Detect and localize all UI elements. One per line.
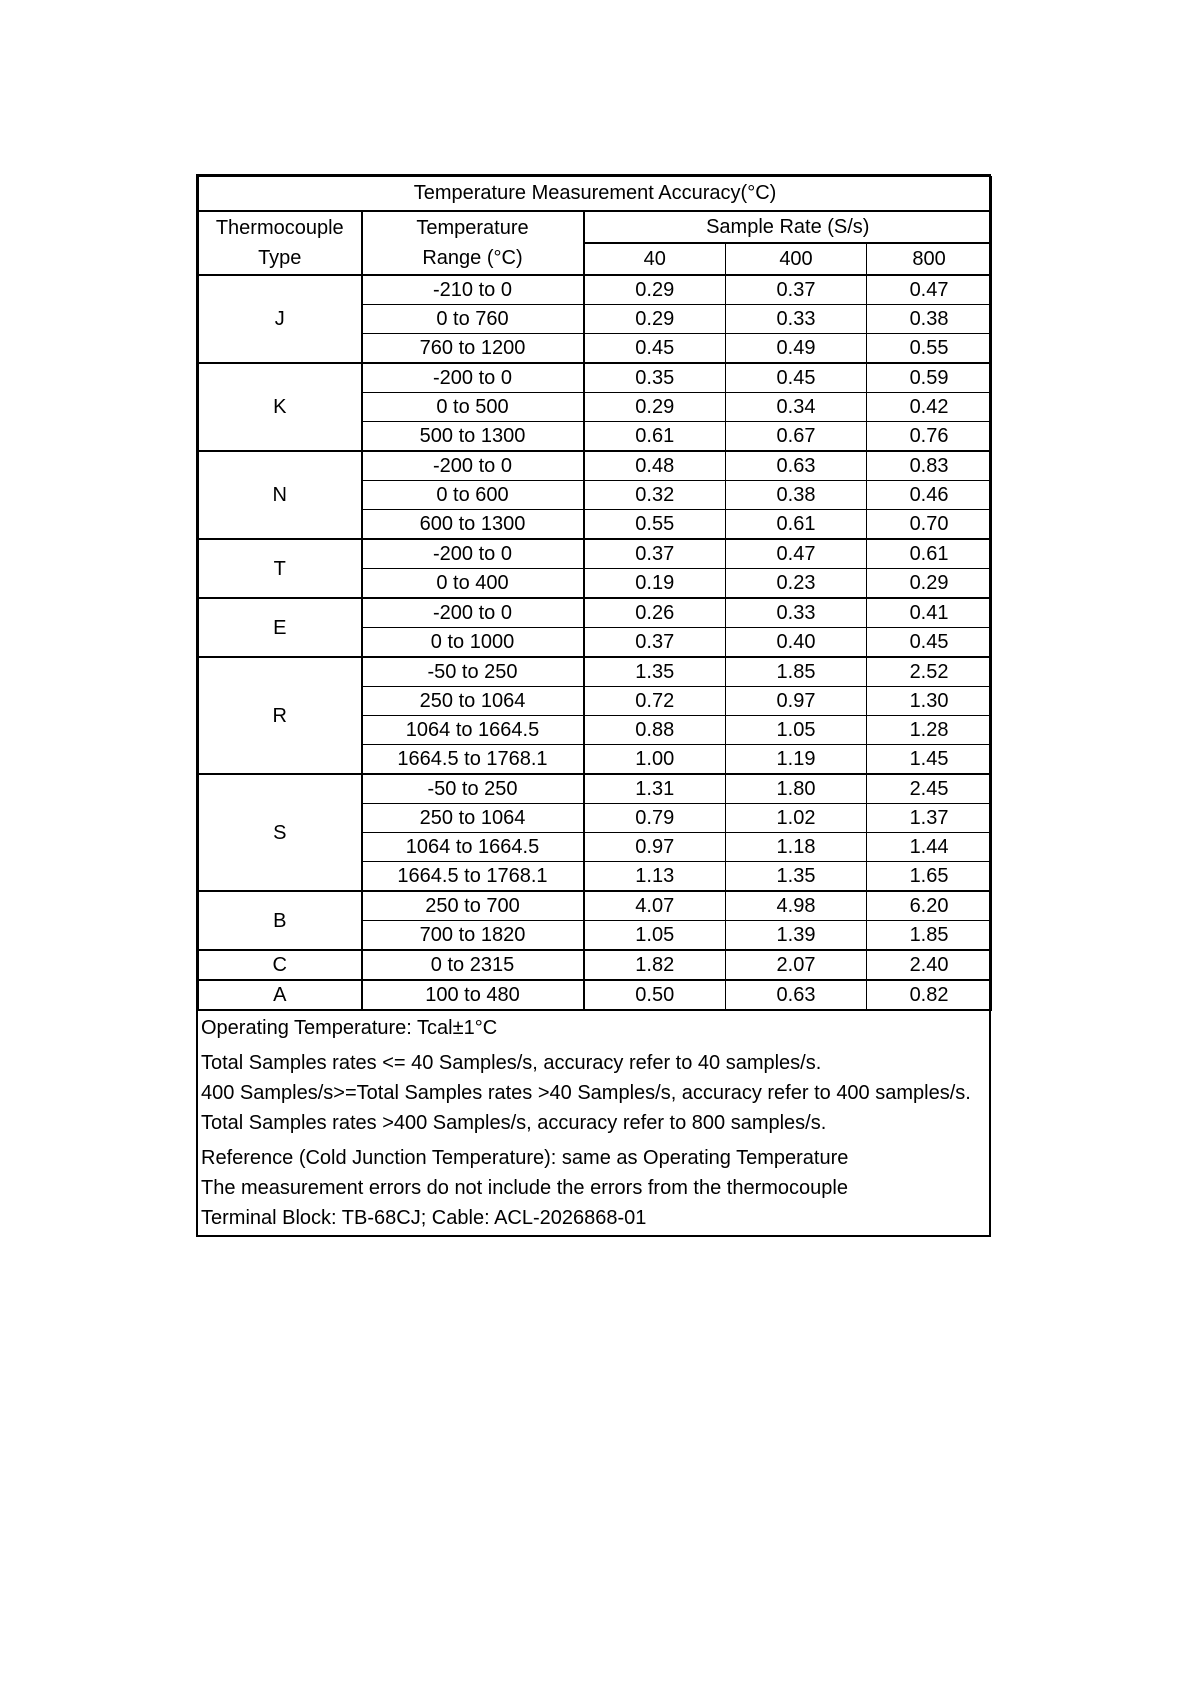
table-row bbox=[199, 950, 992, 980]
accuracy-value-cell: 1.18 bbox=[726, 833, 867, 862]
accuracy-value-cell: 0.48 bbox=[584, 451, 726, 481]
note-reference: Reference (Cold Junction Temperature): same as Operating Temperature bbox=[201, 1147, 849, 1169]
accuracy-value-cell: 1.13 bbox=[584, 862, 726, 892]
accuracy-value-cell: 1.00 bbox=[584, 745, 726, 775]
accuracy-value-cell: 0.67 bbox=[726, 422, 867, 452]
accuracy-value-cell: 0.23 bbox=[726, 569, 867, 599]
table-row bbox=[199, 774, 992, 804]
accuracy-value-cell: 0.46 bbox=[867, 481, 992, 510]
table-row bbox=[199, 539, 992, 569]
accuracy-value-cell: 1.35 bbox=[726, 862, 867, 892]
temperature-range-cell: 1664.5 to 1768.1 bbox=[362, 745, 584, 775]
accuracy-value-cell: 1.31 bbox=[584, 774, 726, 804]
thermocouple-type-cell: N bbox=[199, 451, 362, 539]
accuracy-value-cell: 0.61 bbox=[726, 510, 867, 540]
header-rate-400: 400 bbox=[726, 243, 867, 275]
accuracy-value-cell: 1.30 bbox=[867, 687, 992, 716]
accuracy-value-cell: 0.34 bbox=[726, 393, 867, 422]
accuracy-value-cell: 2.40 bbox=[867, 950, 992, 980]
temperature-range-cell: 100 to 480 bbox=[362, 980, 584, 1010]
accuracy-value-cell: 1.35 bbox=[584, 657, 726, 687]
accuracy-value-cell: 0.29 bbox=[584, 305, 726, 334]
accuracy-value-cell: 4.98 bbox=[726, 891, 867, 921]
accuracy-value-cell: 0.47 bbox=[726, 539, 867, 569]
temperature-range-cell: 0 to 760 bbox=[362, 305, 584, 334]
accuracy-value-cell: 0.72 bbox=[584, 687, 726, 716]
accuracy-value-cell: 0.97 bbox=[726, 687, 867, 716]
temperature-range-cell: 760 to 1200 bbox=[362, 334, 584, 364]
accuracy-value-cell: 1.44 bbox=[867, 833, 992, 862]
accuracy-value-cell: 1.39 bbox=[726, 921, 867, 951]
temperature-range-cell: 0 to 500 bbox=[362, 393, 584, 422]
accuracy-value-cell: 1.05 bbox=[726, 716, 867, 745]
thermocouple-type-cell: J bbox=[199, 275, 362, 363]
temperature-range-cell: 1064 to 1664.5 bbox=[362, 716, 584, 745]
table-row bbox=[199, 598, 992, 628]
note-rule-40: Total Samples rates <= 40 Samples/s, accuracy refer to 40 samples/s. bbox=[201, 1052, 822, 1074]
table-row bbox=[199, 451, 992, 481]
table-row bbox=[199, 657, 992, 687]
thermocouple-type-cell: S bbox=[199, 774, 362, 891]
accuracy-value-cell: 0.41 bbox=[867, 598, 992, 628]
temperature-range-cell: 600 to 1300 bbox=[362, 510, 584, 540]
accuracy-value-cell: 0.33 bbox=[726, 305, 867, 334]
accuracy-value-cell: 0.97 bbox=[584, 833, 726, 862]
accuracy-value-cell: 0.45 bbox=[726, 363, 867, 393]
accuracy-table bbox=[198, 176, 992, 1011]
thermocouple-type-cell: E bbox=[199, 598, 362, 657]
accuracy-value-cell: 0.26 bbox=[584, 598, 726, 628]
thermocouple-type-cell: K bbox=[199, 363, 362, 451]
temperature-range-cell: -200 to 0 bbox=[362, 451, 584, 481]
accuracy-value-cell: 1.37 bbox=[867, 804, 992, 833]
accuracy-value-cell: 0.88 bbox=[584, 716, 726, 745]
accuracy-value-cell: 1.82 bbox=[584, 950, 726, 980]
header-range-line1: Temperature bbox=[416, 217, 529, 239]
accuracy-value-cell: 1.02 bbox=[726, 804, 867, 833]
accuracy-value-cell: 1.80 bbox=[726, 774, 867, 804]
accuracy-value-cell: 0.38 bbox=[867, 305, 992, 334]
table-row bbox=[199, 275, 992, 305]
header-thermocouple-type bbox=[199, 211, 362, 275]
accuracy-value-cell: 0.37 bbox=[584, 539, 726, 569]
accuracy-value-cell: 0.40 bbox=[726, 628, 867, 658]
temperature-range-cell: 0 to 400 bbox=[362, 569, 584, 599]
accuracy-value-cell: 0.29 bbox=[867, 569, 992, 599]
temperature-range-cell: -200 to 0 bbox=[362, 539, 584, 569]
note-errors: The measurement errors do not include the errors from the thermocouple bbox=[201, 1177, 848, 1199]
accuracy-value-cell: 0.59 bbox=[867, 363, 992, 393]
accuracy-value-cell: 0.32 bbox=[584, 481, 726, 510]
accuracy-value-cell: 6.20 bbox=[867, 891, 992, 921]
accuracy-value-cell: 1.85 bbox=[867, 921, 992, 951]
temperature-range-cell: -200 to 0 bbox=[362, 598, 584, 628]
accuracy-value-cell: 2.52 bbox=[867, 657, 992, 687]
accuracy-value-cell: 1.45 bbox=[867, 745, 992, 775]
accuracy-value-cell: 0.83 bbox=[867, 451, 992, 481]
note-rule-400: 400 Samples/s>=Total Samples rates >40 Samples/s, accuracy refer to 400 samples/s. bbox=[201, 1082, 971, 1104]
header-rate-800: 800 bbox=[867, 243, 992, 275]
accuracy-value-cell: 1.28 bbox=[867, 716, 992, 745]
accuracy-value-cell: 0.35 bbox=[584, 363, 726, 393]
header-sample-rate: Sample Rate (S/s) bbox=[584, 211, 992, 243]
table-row bbox=[199, 363, 992, 393]
note-operating-temperature: Operating Temperature: Tcal±1°C bbox=[201, 1017, 498, 1039]
accuracy-value-cell: 1.05 bbox=[584, 921, 726, 951]
accuracy-value-cell: 1.65 bbox=[867, 862, 992, 892]
accuracy-value-cell: 0.70 bbox=[867, 510, 992, 540]
accuracy-value-cell: 1.85 bbox=[726, 657, 867, 687]
header-rate-40: 40 bbox=[584, 243, 726, 275]
accuracy-value-cell: 0.33 bbox=[726, 598, 867, 628]
thermocouple-type-cell: A bbox=[199, 980, 362, 1010]
temperature-range-cell: 1064 to 1664.5 bbox=[362, 833, 584, 862]
table-body bbox=[199, 275, 992, 1010]
accuracy-value-cell: 0.45 bbox=[584, 334, 726, 364]
temperature-range-cell: 0 to 2315 bbox=[362, 950, 584, 980]
accuracy-value-cell: 0.50 bbox=[584, 980, 726, 1010]
accuracy-value-cell: 0.37 bbox=[726, 275, 867, 305]
accuracy-value-cell: 0.61 bbox=[867, 539, 992, 569]
accuracy-value-cell: 2.45 bbox=[867, 774, 992, 804]
accuracy-value-cell: 0.42 bbox=[867, 393, 992, 422]
temperature-range-cell: 700 to 1820 bbox=[362, 921, 584, 951]
accuracy-value-cell: 0.29 bbox=[584, 275, 726, 305]
table-row bbox=[199, 980, 992, 1010]
temperature-range-cell: 0 to 1000 bbox=[362, 628, 584, 658]
notes-section bbox=[198, 1011, 989, 1235]
temperature-range-cell: 500 to 1300 bbox=[362, 422, 584, 452]
header-temperature-range bbox=[362, 211, 584, 275]
temperature-range-cell: 250 to 700 bbox=[362, 891, 584, 921]
temperature-range-cell: 250 to 1064 bbox=[362, 804, 584, 833]
thermocouple-type-cell: R bbox=[199, 657, 362, 774]
thermocouple-type-cell: B bbox=[199, 891, 362, 950]
temperature-range-cell: 250 to 1064 bbox=[362, 687, 584, 716]
temperature-range-cell: -50 to 250 bbox=[362, 657, 584, 687]
accuracy-value-cell: 1.19 bbox=[726, 745, 867, 775]
accuracy-value-cell: 0.29 bbox=[584, 393, 726, 422]
accuracy-value-cell: 0.63 bbox=[726, 451, 867, 481]
header-range-line2: Range (°C) bbox=[422, 247, 523, 269]
note-terminal-block: Terminal Block: TB-68CJ; Cable: ACL-2026868-01 bbox=[201, 1207, 647, 1229]
accuracy-sheet bbox=[196, 174, 991, 1237]
note-rule-800: Total Samples rates >400 Samples/s, accuracy refer to 800 samples/s. bbox=[201, 1112, 827, 1134]
thermocouple-type-cell: T bbox=[199, 539, 362, 598]
accuracy-value-cell: 0.55 bbox=[867, 334, 992, 364]
accuracy-value-cell: 0.45 bbox=[867, 628, 992, 658]
thermocouple-type-cell: C bbox=[199, 950, 362, 980]
header-type-line1: Thermocouple bbox=[215, 217, 344, 239]
accuracy-value-cell: 2.07 bbox=[726, 950, 867, 980]
accuracy-value-cell: 0.82 bbox=[867, 980, 992, 1010]
header-type-line2: Type bbox=[258, 247, 302, 269]
accuracy-value-cell: 0.63 bbox=[726, 980, 867, 1010]
accuracy-value-cell: 4.07 bbox=[584, 891, 726, 921]
accuracy-value-cell: 0.49 bbox=[726, 334, 867, 364]
accuracy-value-cell: 0.19 bbox=[584, 569, 726, 599]
table-title: Temperature Measurement Accuracy(°C) bbox=[199, 177, 992, 212]
temperature-range-cell: 1664.5 to 1768.1 bbox=[362, 862, 584, 892]
temperature-range-cell: 0 to 600 bbox=[362, 481, 584, 510]
accuracy-value-cell: 0.37 bbox=[584, 628, 726, 658]
accuracy-value-cell: 0.61 bbox=[584, 422, 726, 452]
accuracy-value-cell: 0.76 bbox=[867, 422, 992, 452]
accuracy-value-cell: 0.55 bbox=[584, 510, 726, 540]
table-row bbox=[199, 891, 992, 921]
accuracy-value-cell: 0.38 bbox=[726, 481, 867, 510]
accuracy-value-cell: 0.79 bbox=[584, 804, 726, 833]
temperature-range-cell: -200 to 0 bbox=[362, 363, 584, 393]
temperature-range-cell: -210 to 0 bbox=[362, 275, 584, 305]
accuracy-value-cell: 0.47 bbox=[867, 275, 992, 305]
temperature-range-cell: -50 to 250 bbox=[362, 774, 584, 804]
